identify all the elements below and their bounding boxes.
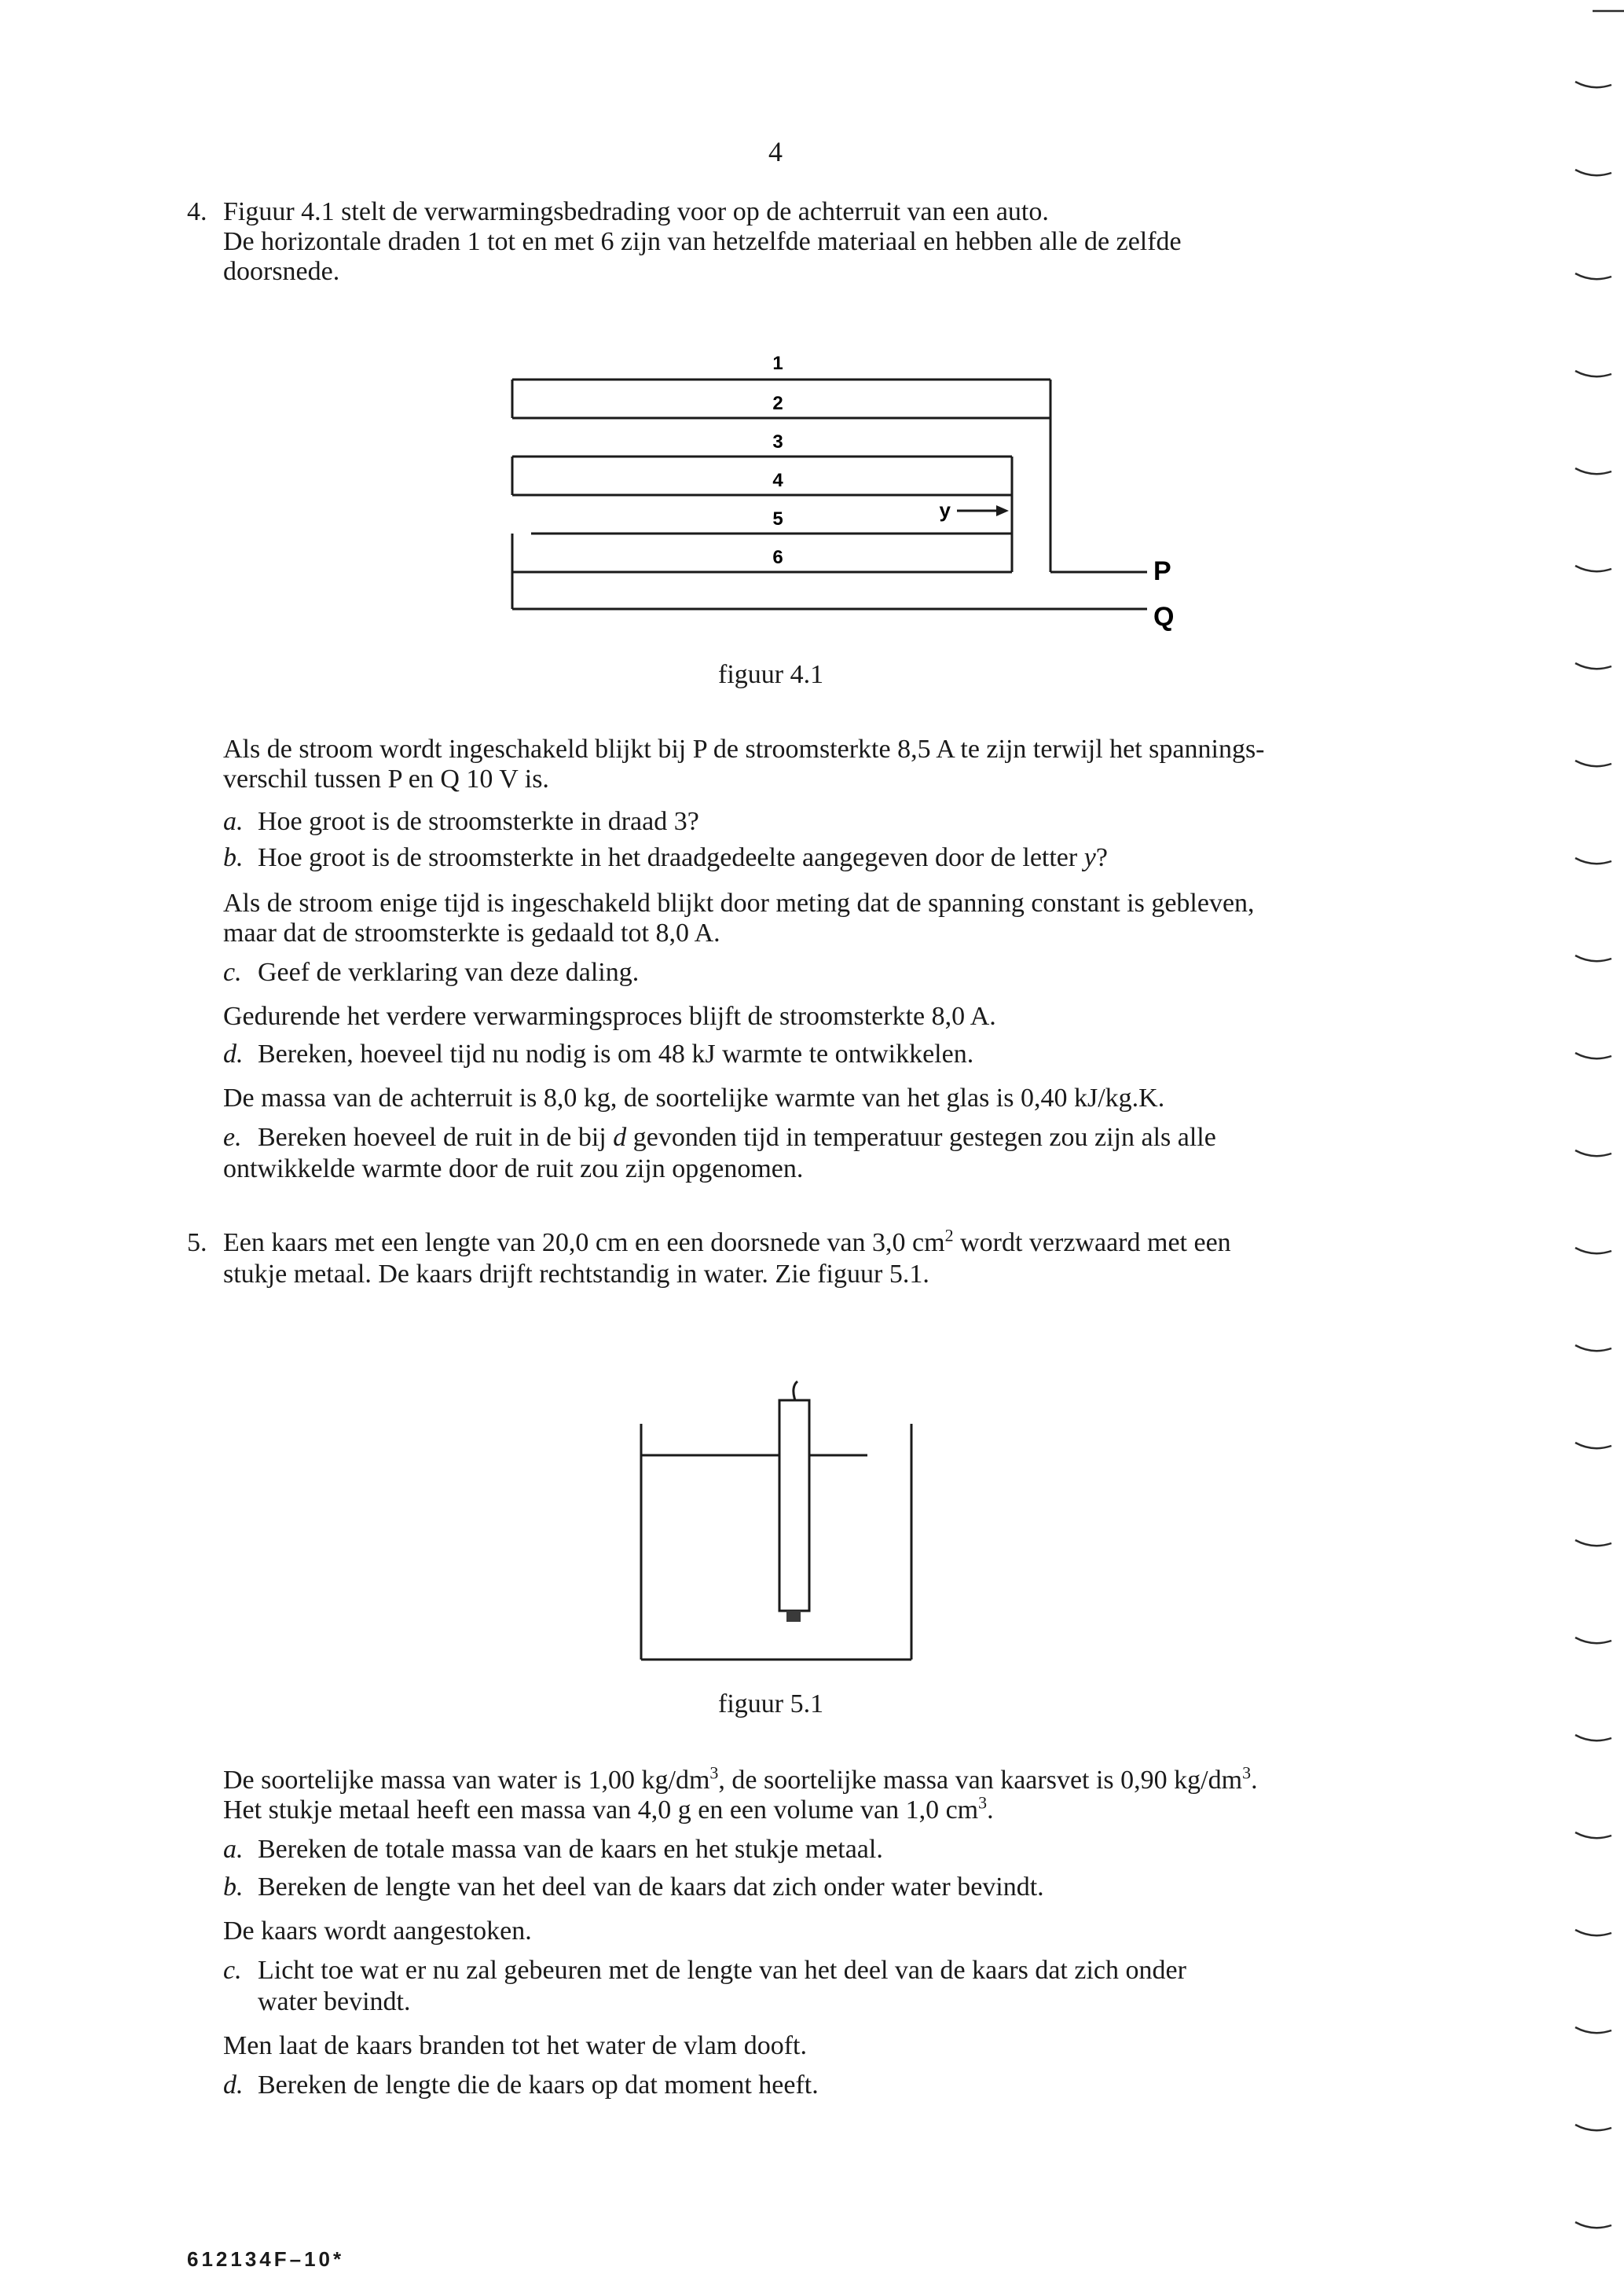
q4-para1-line1: Als de stroom wordt ingeschakeld blijkt bij P de stroomsterkte 8,5 A te zijn terwijl het spannings- [223,735,1265,764]
figure-5-1-candle-diagram [629,1367,927,1666]
figure-5-1-caption: figuur 5.1 [718,1689,824,1718]
q5-para3: Men laat de kaars branden tot het water de vlam dooft. [223,2031,808,2060]
q4-d-text: Bereken, hoeveel tijd nu nodig is om 48 kJ warmte te ontwikkelen. [258,1040,974,1069]
q4-question-d [223,1039,973,1070]
q4-intro-line2: De horizontale draden 1 tot en met 6 zijn van hetzelfde materiaal en hebben alle de zelfde [223,227,1182,256]
point-q-label: Q [1153,602,1175,632]
question-5-number: 5. [187,1228,207,1257]
q5-para1-line1 [223,1762,1258,1796]
q5-para1-line2-a: Het stukje metaal heeft een massa van 4,0 g en een volume van 1,0 cm [223,1795,979,1825]
q5-intro-sup: 2 [944,1225,954,1245]
q5-d-letter: d. [223,2070,244,2100]
q4-e-line2: ontwikkelde warmte door de ruit zou zijn opgenomen. [223,1154,804,1183]
q4-e-letter: e. [223,1123,242,1152]
q4-intro-line1: Figuur 4.1 stelt de verwarmingsbedrading voor op de achterruit van een auto. [223,197,1049,226]
q5-para1-line2-b: . [987,1795,994,1825]
q4-a-letter: a. [223,807,244,836]
q4-question-c [223,957,639,988]
q5-question-a [223,1834,883,1865]
document-code: 612134F–10* [187,2247,345,2271]
q4-c-letter: c. [223,958,242,987]
q4-b-var: y [1083,843,1096,872]
wire-label-5: 5 [772,508,783,530]
q5-para1-sup2: 3 [1242,1762,1252,1783]
q5-intro-line1 [223,1227,1231,1259]
q5-question-d [223,2070,819,2101]
q5-c-letter: c. [223,1956,242,1985]
q4-para3: Gedurende het verdere verwarmingsproces blijft de stroomsterkte 8,0 A. [223,1002,996,1031]
q5-para1-c: . [1251,1766,1258,1795]
q4-intro-line3: doorsnede. [223,257,340,286]
page-number: 4 [768,136,783,167]
q4-a-text: Hoe groot is de stroomsterkte in draad 3? [258,807,699,836]
q5-para1-sup1: 3 [709,1762,719,1783]
q4-d-letter: d. [223,1040,244,1069]
q5-para2: De kaars wordt aangestoken. [223,1916,532,1946]
q5-intro-line1-text: Een kaars met een lengte van 20,0 cm en een doorsnede van 3,0 cm [223,1228,945,1257]
wire-label-6: 6 [772,547,783,568]
q4-para2-line2: maar dat de stroomsterkte is gedaald tot 8,0 A. [223,919,720,948]
q4-b-end: ? [1095,843,1108,872]
q5-b-letter: b. [223,1872,244,1902]
q4-b-letter: b. [223,843,244,872]
q5-question-c [223,1955,1186,2018]
q4-question-b [223,842,1108,874]
q4-e-var: d [613,1123,627,1152]
q5-para1-a: De soortelijke massa van water is 1,00 kg/dm [223,1766,710,1795]
q5-d-text: Bereken de lengte die de kaars op dat moment heeft. [258,2070,819,2100]
q4-e-text1: Bereken hoeveel de ruit in de bij [258,1123,614,1152]
q5-intro-line2: stukje metaal. De kaars drijft rechtstandig in water. Zie figuur 5.1. [223,1260,929,1289]
q4-c-text: Geef de verklaring van deze daling. [258,958,640,987]
q5-question-b [223,1872,1044,1903]
q5-intro-line1-end: wordt verzwaard met een [953,1228,1231,1257]
q4-para4: De massa van de achterruit is 8,0 kg, de soortelijke warmte van het glas is 0,40 kJ/kg.K. [223,1084,1165,1113]
q4-question-e [223,1122,1216,1154]
wire-label-2: 2 [772,393,783,414]
q5-para1-line2-sup: 3 [978,1792,988,1813]
q4-e-text2: gevonden tijd in temperatuur gestegen zou zijn als alle [626,1123,1216,1152]
q5-para1-b: , de soortelijke massa van kaarsvet is 0,90 kg/dm [718,1766,1243,1795]
point-p-label: P [1153,556,1171,586]
wire-label-1: 1 [772,353,783,374]
wire-label-3: 3 [772,431,783,453]
arrow-right-icon [996,505,1009,516]
q5-c-text2: water bevindt. [258,1987,411,2016]
figure-4-1-caption: figuur 4.1 [718,660,824,689]
figure-4-1-wiring-diagram [503,346,1194,636]
q4-para2-line1: Als de stroom enige tijd is ingeschakeld blijkt door meting dat de spanning constant is gebleven, [223,889,1255,918]
wire-label-4: 4 [772,470,783,491]
q5-para1-line2 [223,1792,994,1826]
y-label: y [939,498,951,522]
question-4-number: 4. [187,197,207,226]
q4-para1-line2: verschil tussen P en Q 10 V is. [223,765,549,794]
q4-b-text: Hoe groot is de stroomsterkte in het draadgedeelte aangegeven door de letter [258,843,1084,872]
metal-weight [786,1611,801,1622]
q5-c-text1: Licht toe wat er nu zal gebeuren met de lengte van het deel van de kaars dat zich onder [258,1956,1186,1985]
q5-a-text: Bereken de totale massa van de kaars en het stukje metaal. [258,1835,883,1864]
q5-b-text: Bereken de lengte van het deel van de kaars dat zich onder water bevindt. [258,1872,1044,1902]
q4-question-a [223,806,699,838]
binding-edge-marks [1514,0,1624,2296]
q5-a-letter: a. [223,1835,244,1864]
